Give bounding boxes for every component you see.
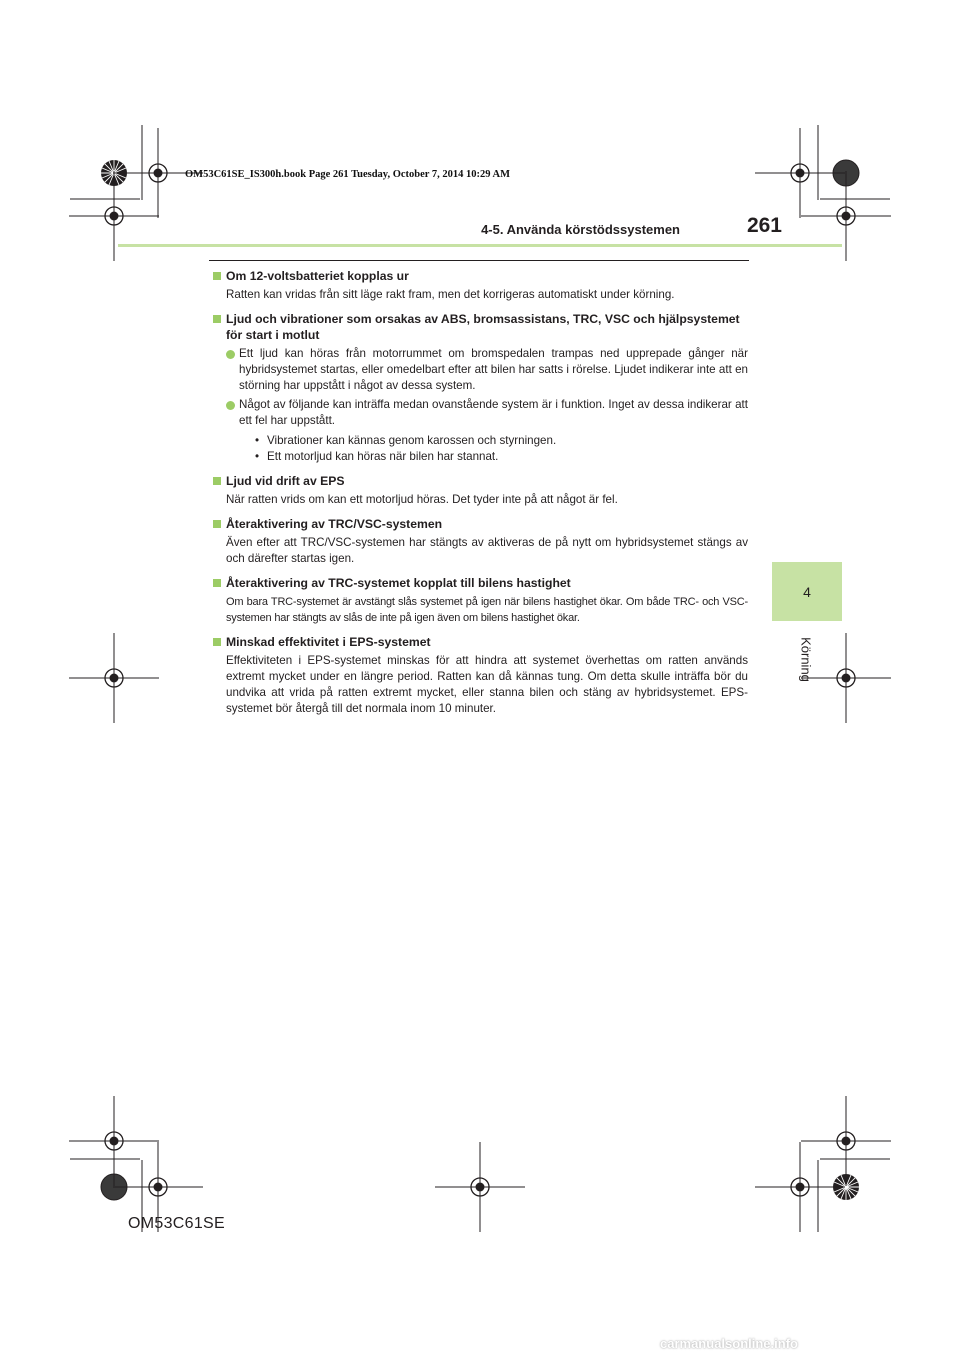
section-heading: Ljud och vibrationer som orsakas av ABS, bromsassistans, TRC, VSC och hjälpsystemet för start i motlut: [211, 311, 748, 343]
chapter-label: Körning: [798, 637, 814, 682]
list-item: Ett ljud kan höras från motorrummet om bromspedalen trampas ned upprepade gånger när hybridsystemet startas, eller omedelbart efter att bilen har satts i rörelse. Ljudet indikerar inte att en störning har uppstått i något av dessa system.: [211, 346, 748, 394]
registration-crosshair-icon: [435, 1142, 525, 1232]
section-heading: Återaktivering av TRC-systemet kopplat till bilens hastighet: [211, 575, 748, 591]
registration-crosshair-icon: [69, 1096, 159, 1186]
chapter-number: 4: [803, 583, 811, 600]
green-square-icon: [213, 272, 221, 280]
section-trc-vsc-reactivation: [211, 516, 748, 567]
section-heading: Ljud vid drift av EPS: [211, 473, 748, 489]
green-dot-icon: [226, 401, 235, 410]
document-code: OM53C61SE: [128, 1215, 225, 1232]
list-item: Något av följande kan inträffa medan ovanstående system är i funktion. Inget av dessa indikerar att ett fel har uppstått.: [211, 397, 748, 429]
middle-dot-icon: •: [255, 434, 260, 447]
registration-crosshair-icon: [798, 633, 891, 723]
section-title: 4-5. Använda körstödssystemen: [481, 222, 680, 237]
page-content: [211, 268, 748, 725]
section-heading: Om 12-voltsbatteriet kopplas ur: [211, 268, 748, 284]
registration-crosshair-icon: [69, 171, 159, 261]
registration-crosshair-icon: [755, 1142, 845, 1232]
registration-crosshair-icon: [69, 633, 159, 723]
green-dot-icon: [226, 350, 235, 359]
green-square-icon: [213, 520, 221, 528]
registration-crosshair-icon: [755, 128, 845, 218]
section-eps-efficiency: [211, 634, 748, 717]
section-heading: Minskad effektivitet i EPS-systemet: [211, 634, 748, 650]
header-bar: [118, 244, 842, 247]
sub-list-item: • Vibrationer kan kännas genom karossen och styrningen.: [255, 434, 557, 447]
section-body: När ratten vrids om kan ett motorljud höras. Det tyder inte på att något är fel.: [226, 493, 618, 506]
chapter-tab: [772, 562, 842, 621]
green-square-icon: [213, 477, 221, 485]
watermark: carmanualsonline.info: [660, 1336, 798, 1351]
section-heading: Återaktivering av TRC/VSC-systemen: [211, 516, 748, 532]
section-body: Effektiviteten i EPS-systemet minskas för att hindra att systemet överhettas om ratten används extremt mycket under en längre period. Ratten kan då kännas tung. Om detta skulle inträffa bör du undvika att vrida på ratten extremt mycket, eller stanna bilen och stäng av hybridsystemet. EPS-systemet bör återgå till det normala inom 10 minuter.: [226, 654, 748, 715]
section-body: Om bara TRC-systemet är avstängt slås systemet på igen när bilens hastighet ökar. Om både TRC- och VSC-systemen har stängts av slås de inte på igen även om bilens hastighet ökar.: [226, 596, 748, 624]
section-body: Även efter att TRC/VSC-systemen har stängts av aktiveras de på nytt om hybridsystemet stängs av och därefter startas igen.: [226, 536, 748, 565]
middle-dot-icon: •: [255, 450, 260, 463]
page-number: 261: [746, 214, 782, 237]
section-eps-noise: [211, 473, 748, 508]
green-square-icon: [213, 638, 221, 646]
green-square-icon: [213, 315, 221, 323]
registration-crosshair-icon: [801, 1096, 891, 1186]
section-noise-vibration: [211, 311, 748, 465]
section-battery: [211, 268, 748, 303]
green-square-icon: [213, 579, 221, 587]
header-rule: [209, 260, 749, 261]
section-body: Ratten kan vridas från sitt läge rakt fram, men det korrigeras automatiskt under körning.: [226, 288, 675, 301]
book-info: OM53C61SE_IS300h.book Page 261 Tuesday, October 7, 2014 10:29 AM: [185, 169, 511, 180]
section-trc-speed-reactivation: [211, 575, 748, 626]
sub-list-item: • Ett motorljud kan höras när bilen har stannat.: [255, 450, 499, 463]
registration-crosshair-icon: [801, 171, 891, 261]
